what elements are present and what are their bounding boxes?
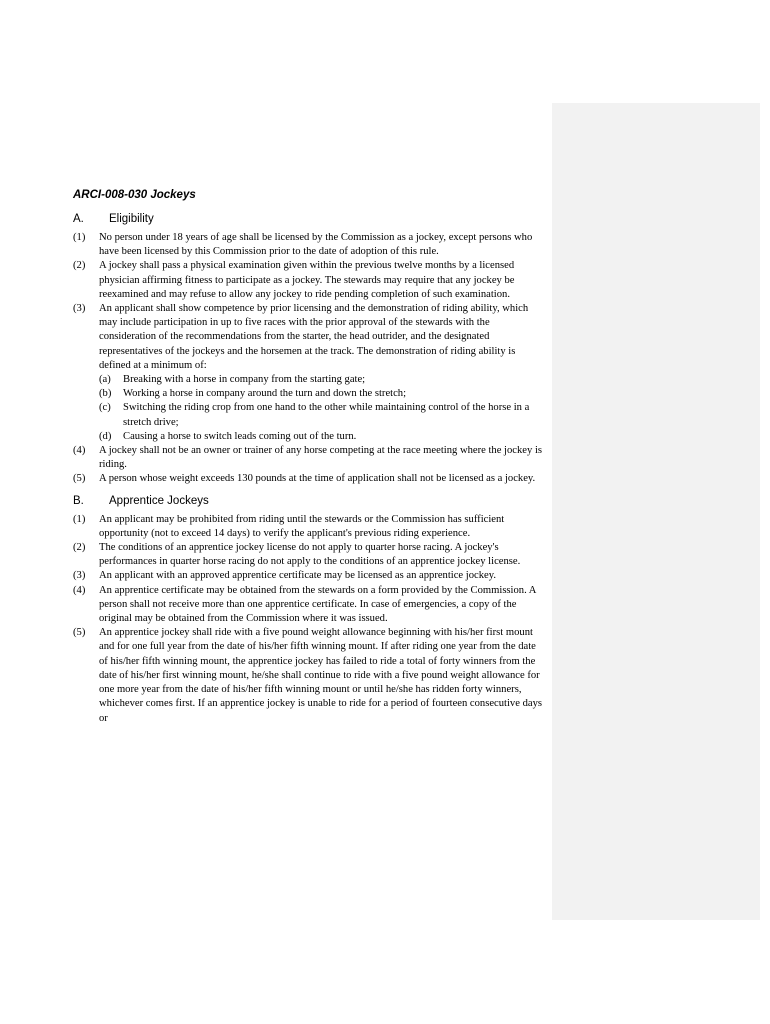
- item-number: (4): [73, 584, 86, 596]
- item-number: (1): [73, 232, 86, 243]
- list-item: [73, 401, 543, 429]
- comment-pane: [552, 103, 760, 920]
- item-text: Working a horse in company around the turn and down the stretch;: [123, 388, 407, 400]
- list-item: [73, 626, 543, 725]
- item-number: (c): [99, 402, 111, 414]
- item-number: (b): [99, 388, 112, 400]
- item-number: (a): [99, 374, 111, 386]
- item-text: Causing a horse to switch leads coming out of the turn.: [123, 430, 357, 442]
- item-text: A jockey shall not be an owner or trainer of any horse competing at the race meeting where the jockey is riding.: [99, 445, 543, 471]
- list-item: [73, 302, 543, 373]
- section-title: Eligibility: [109, 213, 154, 225]
- list-item: [73, 231, 543, 259]
- item-text: An apprentice jockey shall ride with a five pound weight allowance beginning with his/her first mount and for one full year from the date of his/her fifth winning mount. If after riding one year from the date of his/her fifth winning mount, the apprentice jockey has failed to ride a total of forty winners from the date of his/her first winning mount, he/she shall continue to ride with a five pound weight allowance for one more year from the date of his/her fifth winning mount or until he/she has ridden forty winners, whichever comes first. If an apprentice jockey is unable to ride for a period of fourteen consecutive days or: [99, 627, 542, 724]
- sub-item: [99, 430, 543, 444]
- item-text: An applicant shall show competence by prior licensing and the demonstration of riding ability, which may include participation in up to five races with the prior approval of the stewards with the consideration of the recommendations from the starter, the head outrider, and the designated representatives of the jockeys and the horsemen at the track. The demonstration of riding ability is defined at a minimum of:: [99, 303, 529, 371]
- list-item: [73, 541, 543, 569]
- item-number: (d): [99, 430, 112, 442]
- item-number: (1): [73, 513, 86, 525]
- item-number: (2): [73, 260, 86, 272]
- list-item: [73, 472, 543, 486]
- document-title: ARCI-008-030 Jockeys: [73, 189, 196, 201]
- item-number: (3): [73, 303, 86, 315]
- list-item: [73, 584, 543, 627]
- list-item: [73, 430, 543, 444]
- list-item: [73, 444, 543, 472]
- list-item: [73, 387, 543, 401]
- section-letter: B.: [73, 494, 84, 507]
- list-item: [73, 569, 543, 583]
- sub-item: [99, 387, 543, 401]
- document-body: [73, 189, 543, 726]
- item-number: (5): [73, 627, 86, 639]
- section-title: Apprentice Jockeys: [109, 494, 209, 507]
- spacer: [73, 487, 543, 495]
- item-text: A jockey shall pass a physical examination given within the previous twelve months by a licensed physician affirming fitness to participate as a jockey. The stewards may require that any jockey be reexamined and may refuse to allow any jockey to ride pending completion of such examination.: [99, 260, 515, 300]
- sub-item: [99, 373, 543, 387]
- item-number: (5): [73, 473, 86, 485]
- item-text: No person under 18 years of age shall be licensed by the Commission as a jockey, except persons who have been licensed by this Commission prior to the date of adoption of this rule.: [99, 232, 533, 258]
- list-item: [73, 373, 543, 387]
- item-text: A person whose weight exceeds 130 pounds at the time of application shall not be licensed as a jockey.: [99, 473, 536, 485]
- item-text: An applicant may be prohibited from riding until the stewards or the Commission has sufficient opportunity (not to exceed 14 days) to verify the applicant's previous riding experience.: [99, 513, 505, 539]
- sub-item: [99, 401, 543, 429]
- section-letter: A.: [73, 213, 84, 225]
- list-item: [73, 259, 543, 302]
- item-number: (3): [73, 570, 86, 582]
- item-number: (2): [73, 542, 86, 554]
- item-number: (4): [73, 445, 86, 457]
- item-text: The conditions of an apprentice jockey license do not apply to quarter horse racing. A jockey's performances in quarter horse racing do not apply to the conditions of an apprentice jockey license.: [99, 542, 521, 568]
- item-text: Breaking with a horse in company from the starting gate;: [123, 374, 366, 386]
- item-text: An apprentice certificate may be obtained from the stewards on a form provided by the Commission. A person shall not receive more than one apprentice certificate. In case of emergencies, a copy of the original may be obtained from the Commission where it was issued.: [99, 584, 536, 625]
- section-heading: [73, 495, 543, 511]
- item-text: An applicant with an approved apprentice certificate may be licensed as an apprentice jockey.: [99, 570, 496, 582]
- section-heading: [73, 213, 543, 229]
- list-item: [73, 513, 543, 541]
- item-text: Switching the riding crop from one hand to the other while maintaining control of the horse in a stretch drive;: [123, 402, 530, 428]
